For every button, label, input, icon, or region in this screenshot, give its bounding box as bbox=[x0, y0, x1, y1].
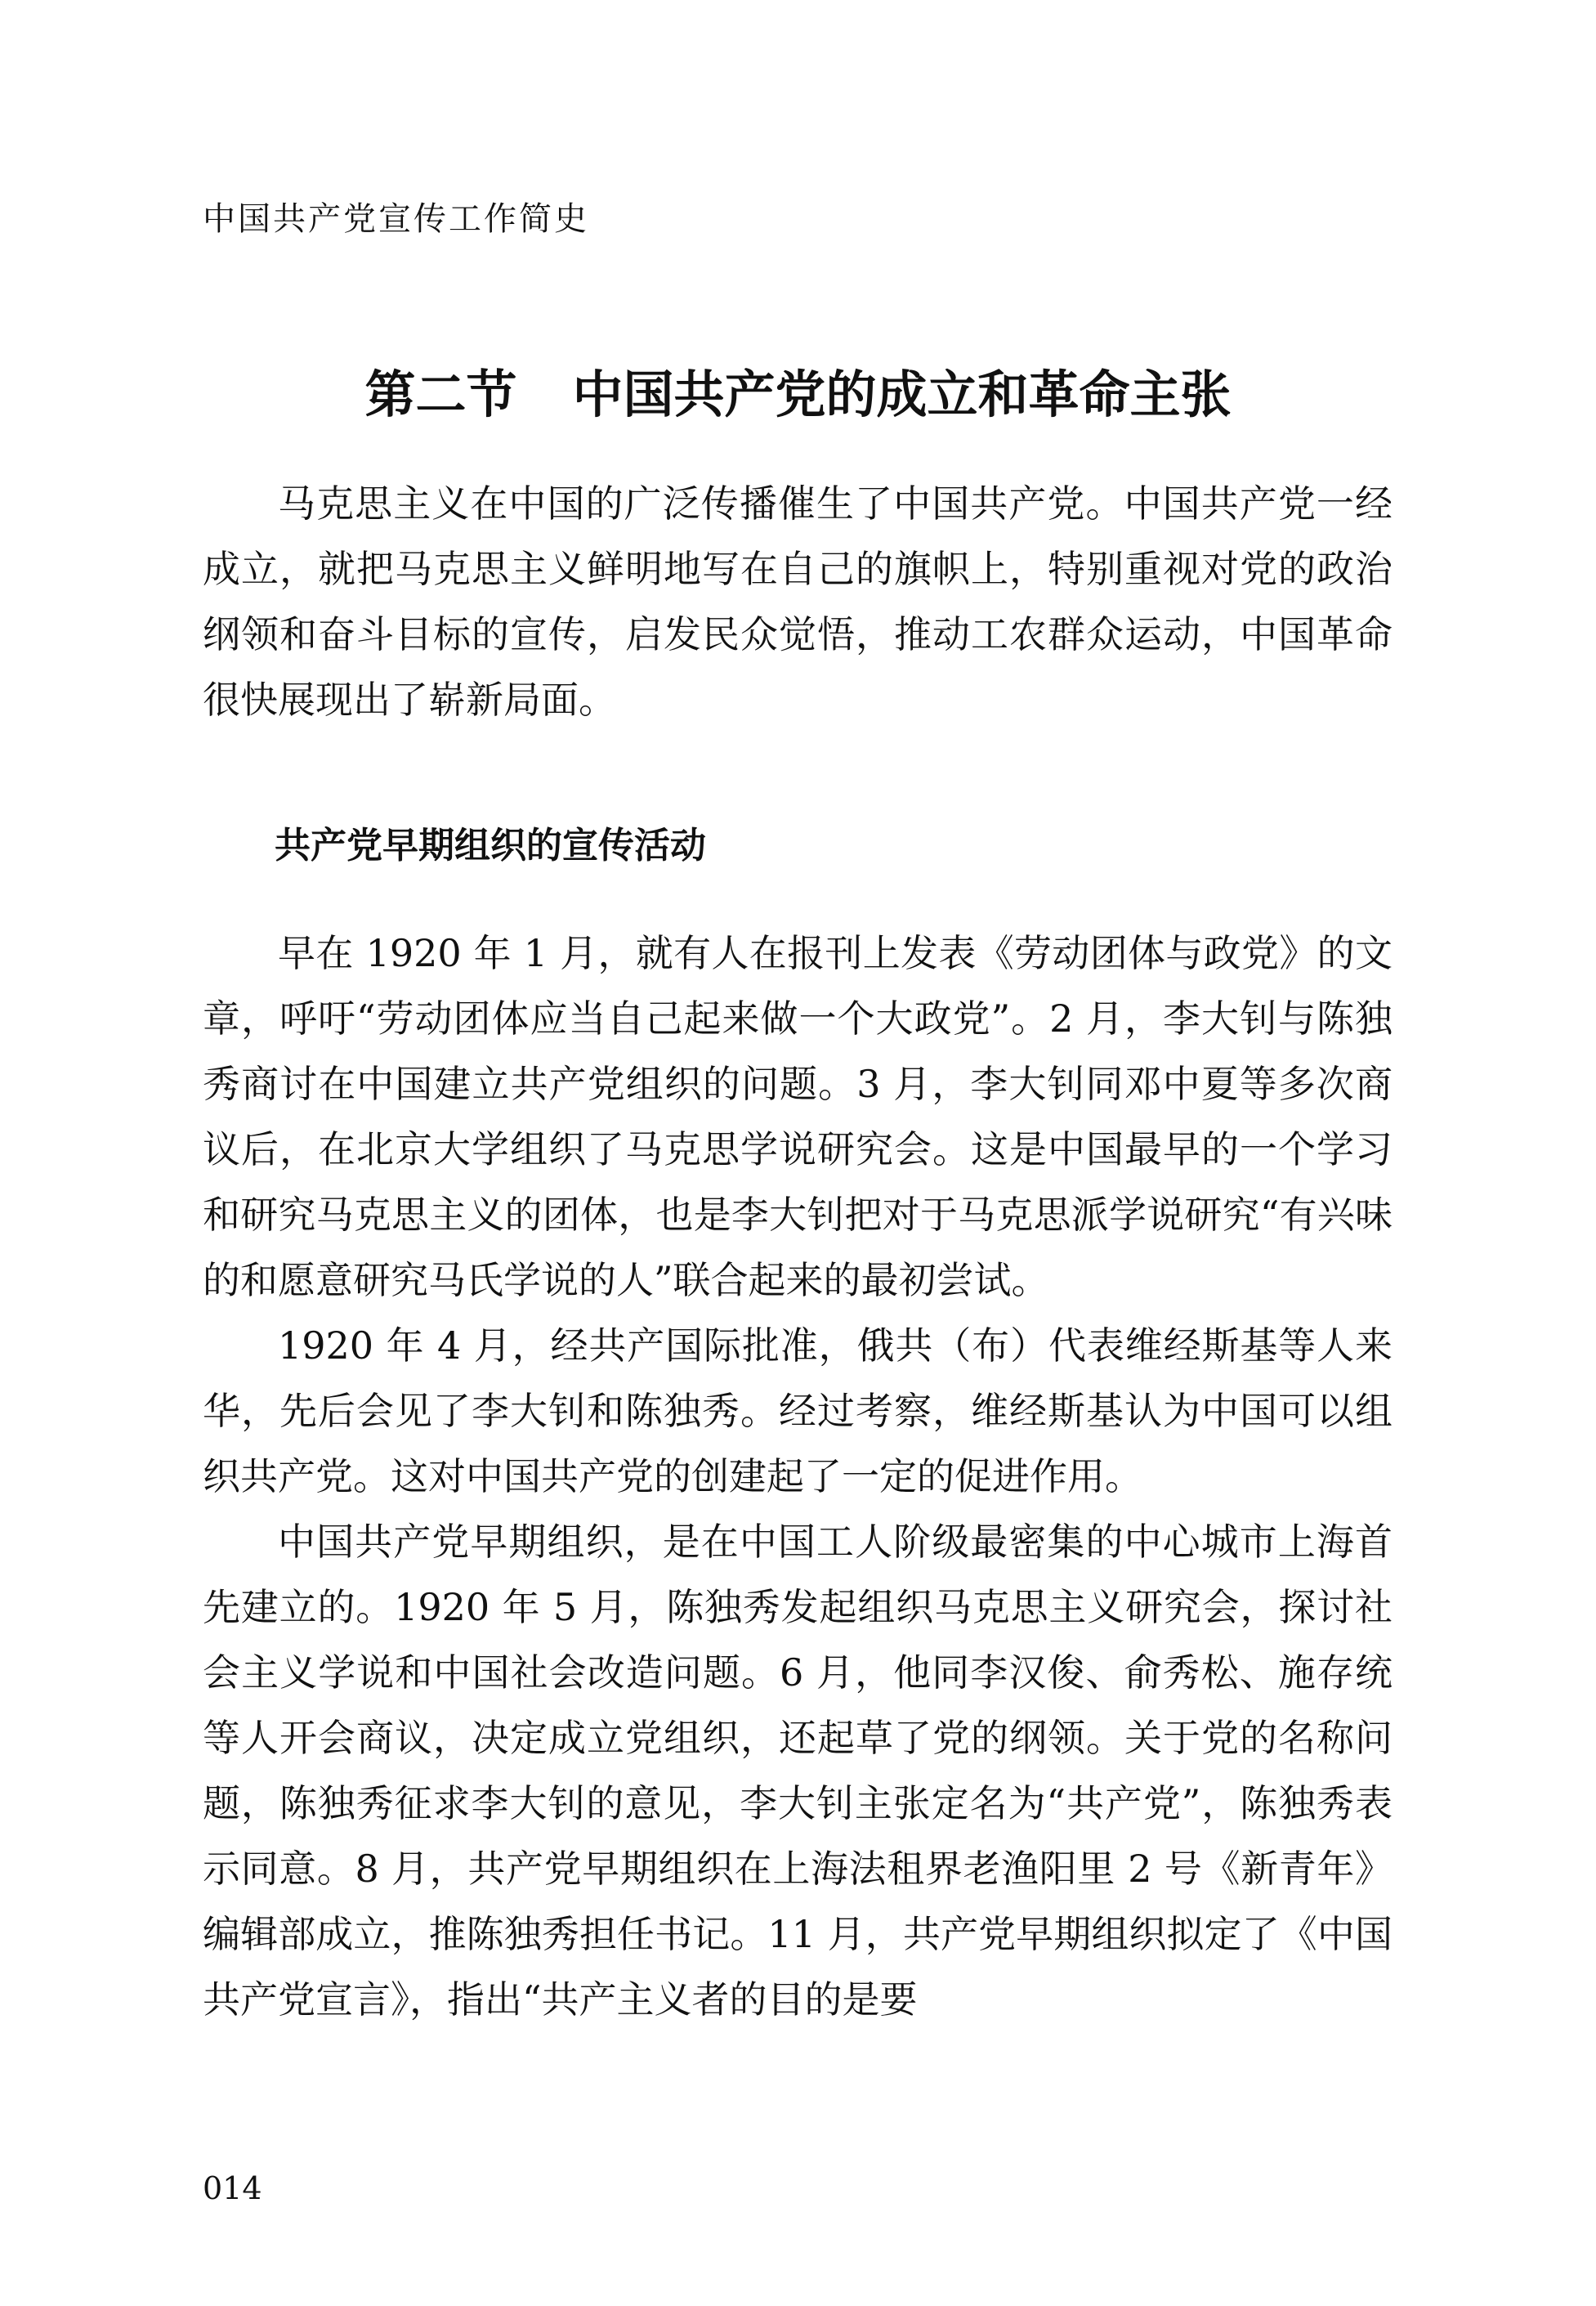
intro-paragraph: 马克思主义在中国的广泛传播催生了中国共产党。中国共产党一经成立，就把马克思主义鲜明地写在自己的旗帜上，特别重视对党的政治纲领和奋斗目标的宣传，启发民众觉悟，推动工农群众运动，中国革命很快展现出了崭新局面。 bbox=[203, 481, 1393, 722]
intro-block bbox=[203, 471, 1393, 732]
body-paragraph: 1920 年 4 月，经共产国际批准，俄共（布）代表维经斯基等人来华，先后会见了李大钊和陈独秀。经过考察，维经斯基认为中国可以组织共产党。这对中国共产党的创建起了一定的促进作用。 bbox=[203, 1323, 1393, 1498]
page-number: 014 bbox=[203, 2170, 262, 2206]
section-title-text: 中国共产党的成立和革命主张 bbox=[572, 365, 1232, 424]
body-paragraph: 早在 1920 年 1 月，就有人在报刊上发表《劳动团体与政党》的文章，呼吁“劳动团体应当自己起来做一个大政党”。2 月，李大钊与陈独秀商讨在中国建立共产党组织的问题。3 月，李大钊同邓中夏等多次商议后，在北京大学组织了马克思学说研究会。这是中国最早的一个学习和研究马克思主义的团体，也是李大钊把对于马克思派学说研究“有兴味的和愿意研究马氏学说的人”联合起来的最初尝试。 bbox=[203, 931, 1393, 1302]
running-header: 中国共产党宣传工作简史 bbox=[203, 200, 589, 238]
subsection-heading: 共产党早期组织的宣传活动 bbox=[275, 825, 706, 866]
main-text-block bbox=[203, 920, 1393, 2032]
section-number: 第二节 bbox=[364, 365, 517, 424]
section-title bbox=[0, 365, 1596, 424]
body-paragraph: 中国共产党早期组织，是在中国工人阶级最密集的中心城市上海首先建立的。1920 年 5 月，陈独秀发起组织马克思主义研究会，探讨社会主义学说和中国社会改造问题。6 月，他同李汉俊、俞秀松、施存统等人开会商议，决定成立党组织，还起草了党的纲领。关于党的名称问题，陈独秀征求李大钊的意见，李大钊主张定名为“共产党”，陈独秀表示同意。8 月，共产党早期组织在上海法租界老渔阳里 2 号《新青年》编辑部成立，推陈独秀担任书记。11 月，共产党早期组织拟定了《中国共产党宣言》，指出“共产主义者的目的是要 bbox=[203, 1520, 1393, 2022]
